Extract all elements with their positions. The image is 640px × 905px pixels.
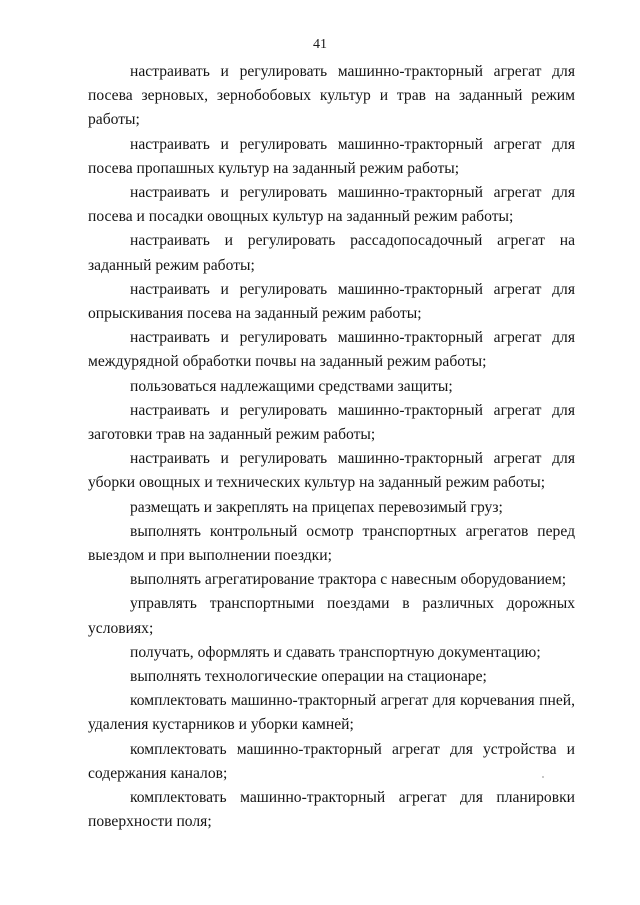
list-item: размещать и закреплять на прицепах перевозимый груз;: [130, 498, 503, 516]
list-item: настраивать и регулировать машинно-тракторный агрегат для заготовки трав на заданный режим работы;: [88, 401, 575, 444]
list-item: управлять транспортными поездами в различных дорожных условиях;: [88, 595, 575, 637]
list-item: настраивать и регулировать машинно-тракторный агрегат для посева зерновых, зернобобовых культур и трав на заданный режим работы;: [88, 63, 575, 129]
list-item: настраивать и регулировать рассадопосадочный агрегат на заданный режим работы;: [88, 232, 575, 274]
list-item: комплектовать машинно-тракторный агрегат для устройства и содержания каналов;: [88, 740, 575, 782]
list-item: комплектовать машинно-тракторный агрегат для корчевания пней, удаления кустарников и уборки камней;: [88, 692, 575, 734]
list-item: настраивать и регулировать машинно-тракторный агрегат для междурядной обработки почвы на заданный режим работы;: [88, 329, 575, 371]
list-item: настраивать и регулировать машинно-тракторный агрегат для посева пропашных культур на заданный режим работы;: [88, 135, 575, 177]
list-item: настраивать и регулировать машинно-тракторный агрегат для опрыскивания посева на заданный режим работы;: [88, 280, 575, 323]
page-number: 41: [313, 37, 327, 52]
list-item: настраивать и регулировать машинно-тракторный агрегат для уборки овощных и технических культур на заданный режим работы;: [88, 450, 575, 492]
list-item: выполнять технологические операции на стационаре;: [130, 668, 487, 686]
document-body: [88, 60, 575, 835]
list-item: выполнять контрольный осмотр транспортных агрегатов перед выездом и при выполнении поездки;: [88, 522, 575, 565]
list-item: получать, оформлять и сдавать транспортную документацию;: [130, 643, 541, 661]
list-item: комплектовать машинно-тракторный агрегат для планировки поверхности поля;: [88, 789, 575, 831]
list-item: пользоваться надлежащими средствами защиты;: [130, 377, 453, 395]
list-item: настраивать и регулировать машинно-тракторный агрегат для посева и посадки овощных культур на заданный режим работы;: [88, 184, 575, 226]
scan-speck: [542, 776, 544, 778]
list-item: выполнять агрегатирование трактора с навесным оборудованием;: [130, 571, 567, 589]
